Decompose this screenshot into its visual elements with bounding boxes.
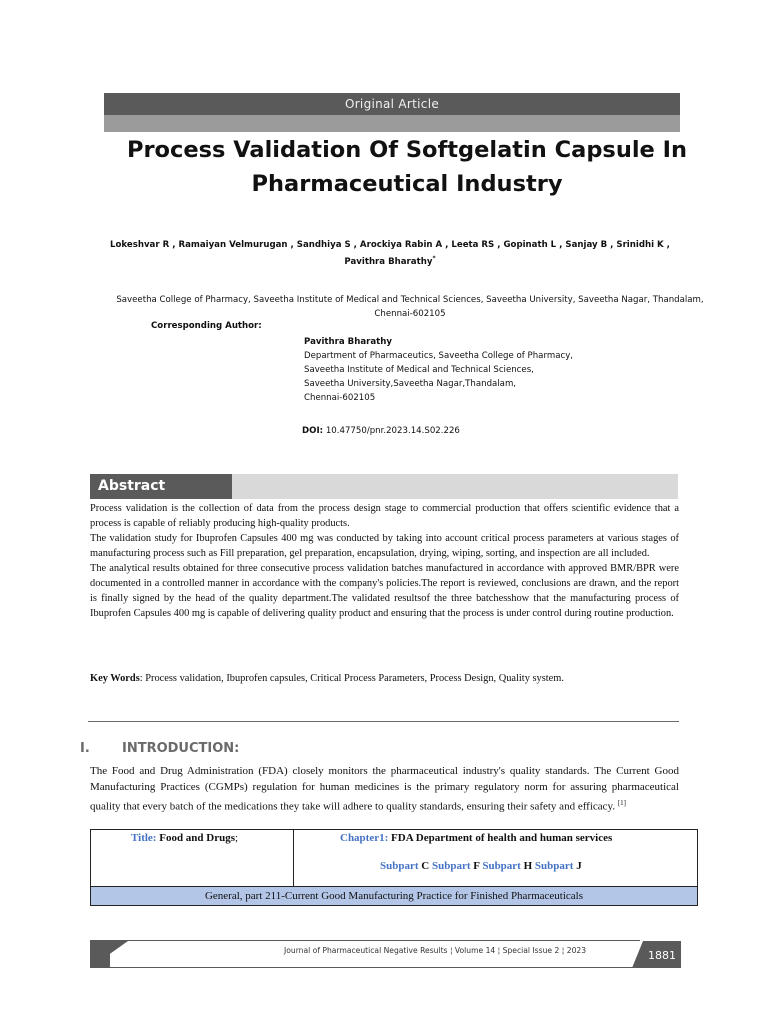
footer-rule (110, 967, 640, 968)
corresponding-address-line: Department of Pharmaceutics, Saveetha College of Pharmacy, (304, 351, 574, 361)
table-subparts-cell (380, 860, 582, 872)
title-label: Title: (131, 832, 157, 844)
table-footer-row: General, part 211-Current Good Manufacturing Practice for Finished Pharmaceuticals (91, 887, 697, 905)
author-list (100, 238, 680, 269)
abstract-heading: Abstract (90, 474, 232, 499)
corresponding-author-label: Corresponding Author: (151, 321, 262, 331)
section-title: INTRODUCTION: (122, 741, 240, 756)
journal-volume: Volume 14 (454, 946, 496, 955)
article-type-banner (104, 93, 680, 115)
subpart-letter: C (421, 860, 430, 872)
paper-title: Process Validation Of Softgelatin Capsule In Pharmaceutical Industry (126, 137, 688, 197)
corresponding-author-block (304, 335, 573, 405)
title-suffix: ; (235, 832, 239, 844)
section-number: I. (80, 741, 90, 756)
page-number-notch (632, 941, 643, 968)
subpart-label: Subpart (534, 860, 574, 872)
introduction-text: The Food and Drug Administration (FDA) closely monitors the pharmaceutical industry's quality standards. The Current Good Manufacturing Practices (CGMPs) regulation for human medicines is the primary regulatory norm for assuring pharmaceutical quality that every batch of the medications they take will adhere to quality standards, ensuring their safety and efficacy. (90, 765, 679, 813)
footer-left-wedge (90, 941, 128, 968)
chapter-label: Chapter1: (340, 832, 389, 844)
citation-ref[interactable]: [1] (617, 799, 626, 807)
doi-link[interactable]: 10.47750/pnr.2023.14.S02.226 (325, 426, 460, 436)
keywords-text: : Process validation, Ibuprofen capsules, Critical Process Parameters, Process Design, Quality system. (139, 673, 564, 684)
footer-separator: ¦ (449, 946, 453, 955)
chapter-value: FDA Department of health and human services (391, 832, 613, 844)
table-chapter-cell (340, 832, 612, 844)
subpart-label: Subpart (431, 860, 471, 872)
corresponding-address-line: Chennai-602105 (304, 393, 376, 403)
author-line-2 (100, 252, 680, 269)
corresponding-author-name: Pavithra Bharathy (304, 337, 393, 347)
footer-rule (90, 940, 640, 941)
page-number: 1881 (643, 941, 681, 968)
subpart-letter: F (473, 860, 480, 872)
abstract-body (90, 501, 679, 621)
subpart-label: Subpart (482, 860, 521, 872)
doi (302, 426, 460, 436)
footer-separator: ¦ (561, 946, 565, 955)
doi-label: DOI: (302, 426, 324, 436)
section-divider (88, 721, 679, 722)
table-col-divider (293, 830, 294, 887)
author-line-1: Lokeshvar R , Ramaiyan Velmurugan , Sandhiya S , Arockiya Rabin A , Leeta RS , Gopinath L , Sanjay B , Srinidhi K , (110, 240, 670, 250)
corresponding-address-line: Saveetha Institute of Medical and Technical Sciences, (304, 365, 534, 375)
journal-issue: Special Issue 2 (502, 946, 560, 955)
affiliation (100, 293, 720, 321)
subpart-label: Subpart (380, 860, 419, 872)
keywords (90, 671, 679, 686)
subpart-letter: H (523, 860, 533, 872)
journal-year: 2023 (566, 946, 587, 955)
journal-footer (284, 946, 586, 955)
affiliation-line-1: Saveetha College of Pharmacy, Saveetha Institute of Medical and Technical Sciences, Saveetha University, Saveetha Nagar, Thandalam, (116, 295, 704, 305)
introduction-heading (80, 741, 480, 756)
abstract-paragraph: The analytical results obtained for three consecutive process validation batches manufactured in accordance with approved BMR/BPR were documented in a controlled manner in accordance with the company's policies.The report is reviewed, conclusions are drawn, and the report is finally signed by the head of the quality department.The validated resultsof the three batchesshow that the manufacturing process of Ibuprofen Capsules 400 mg is capable of delivering quality product and ensuring that the process is under control during routine production. (90, 563, 679, 619)
corresponding-address-line: Saveetha University,Saveetha Nagar,Thandalam, (304, 379, 517, 389)
keywords-label: Key Words (90, 673, 140, 684)
author-last: Pavithra Bharathy (344, 256, 433, 267)
subpart-letter: J (576, 860, 582, 872)
regulation-table (90, 829, 698, 906)
table-title-cell (131, 832, 238, 844)
journal-name: Journal of Pharmaceutical Negative Results (284, 946, 448, 955)
abstract-paragraph: Process validation is the collection of data from the process design stage to commercial production that offers scientific evidence that a process is capable of reliably producing high-quality products. (90, 503, 679, 529)
abstract-paragraph: The validation study for Ibuprofen Capsules 400 mg was conducted by taking into account critical process parameters at various stages of manufacturing process such as Fill preparation, gel preparation, encapsulation, drying, wiping, sorting, and inspection are all included. (90, 533, 679, 559)
footer-separator: ¦ (497, 946, 501, 955)
corresponding-marker: * (432, 255, 436, 262)
introduction-paragraph (90, 763, 679, 815)
banner-underbar (104, 115, 680, 132)
article-type-label: Original Article (344, 97, 440, 111)
affiliation-line-2: Chennai-602105 (374, 309, 446, 319)
title-value: Food and Drugs (159, 832, 236, 844)
